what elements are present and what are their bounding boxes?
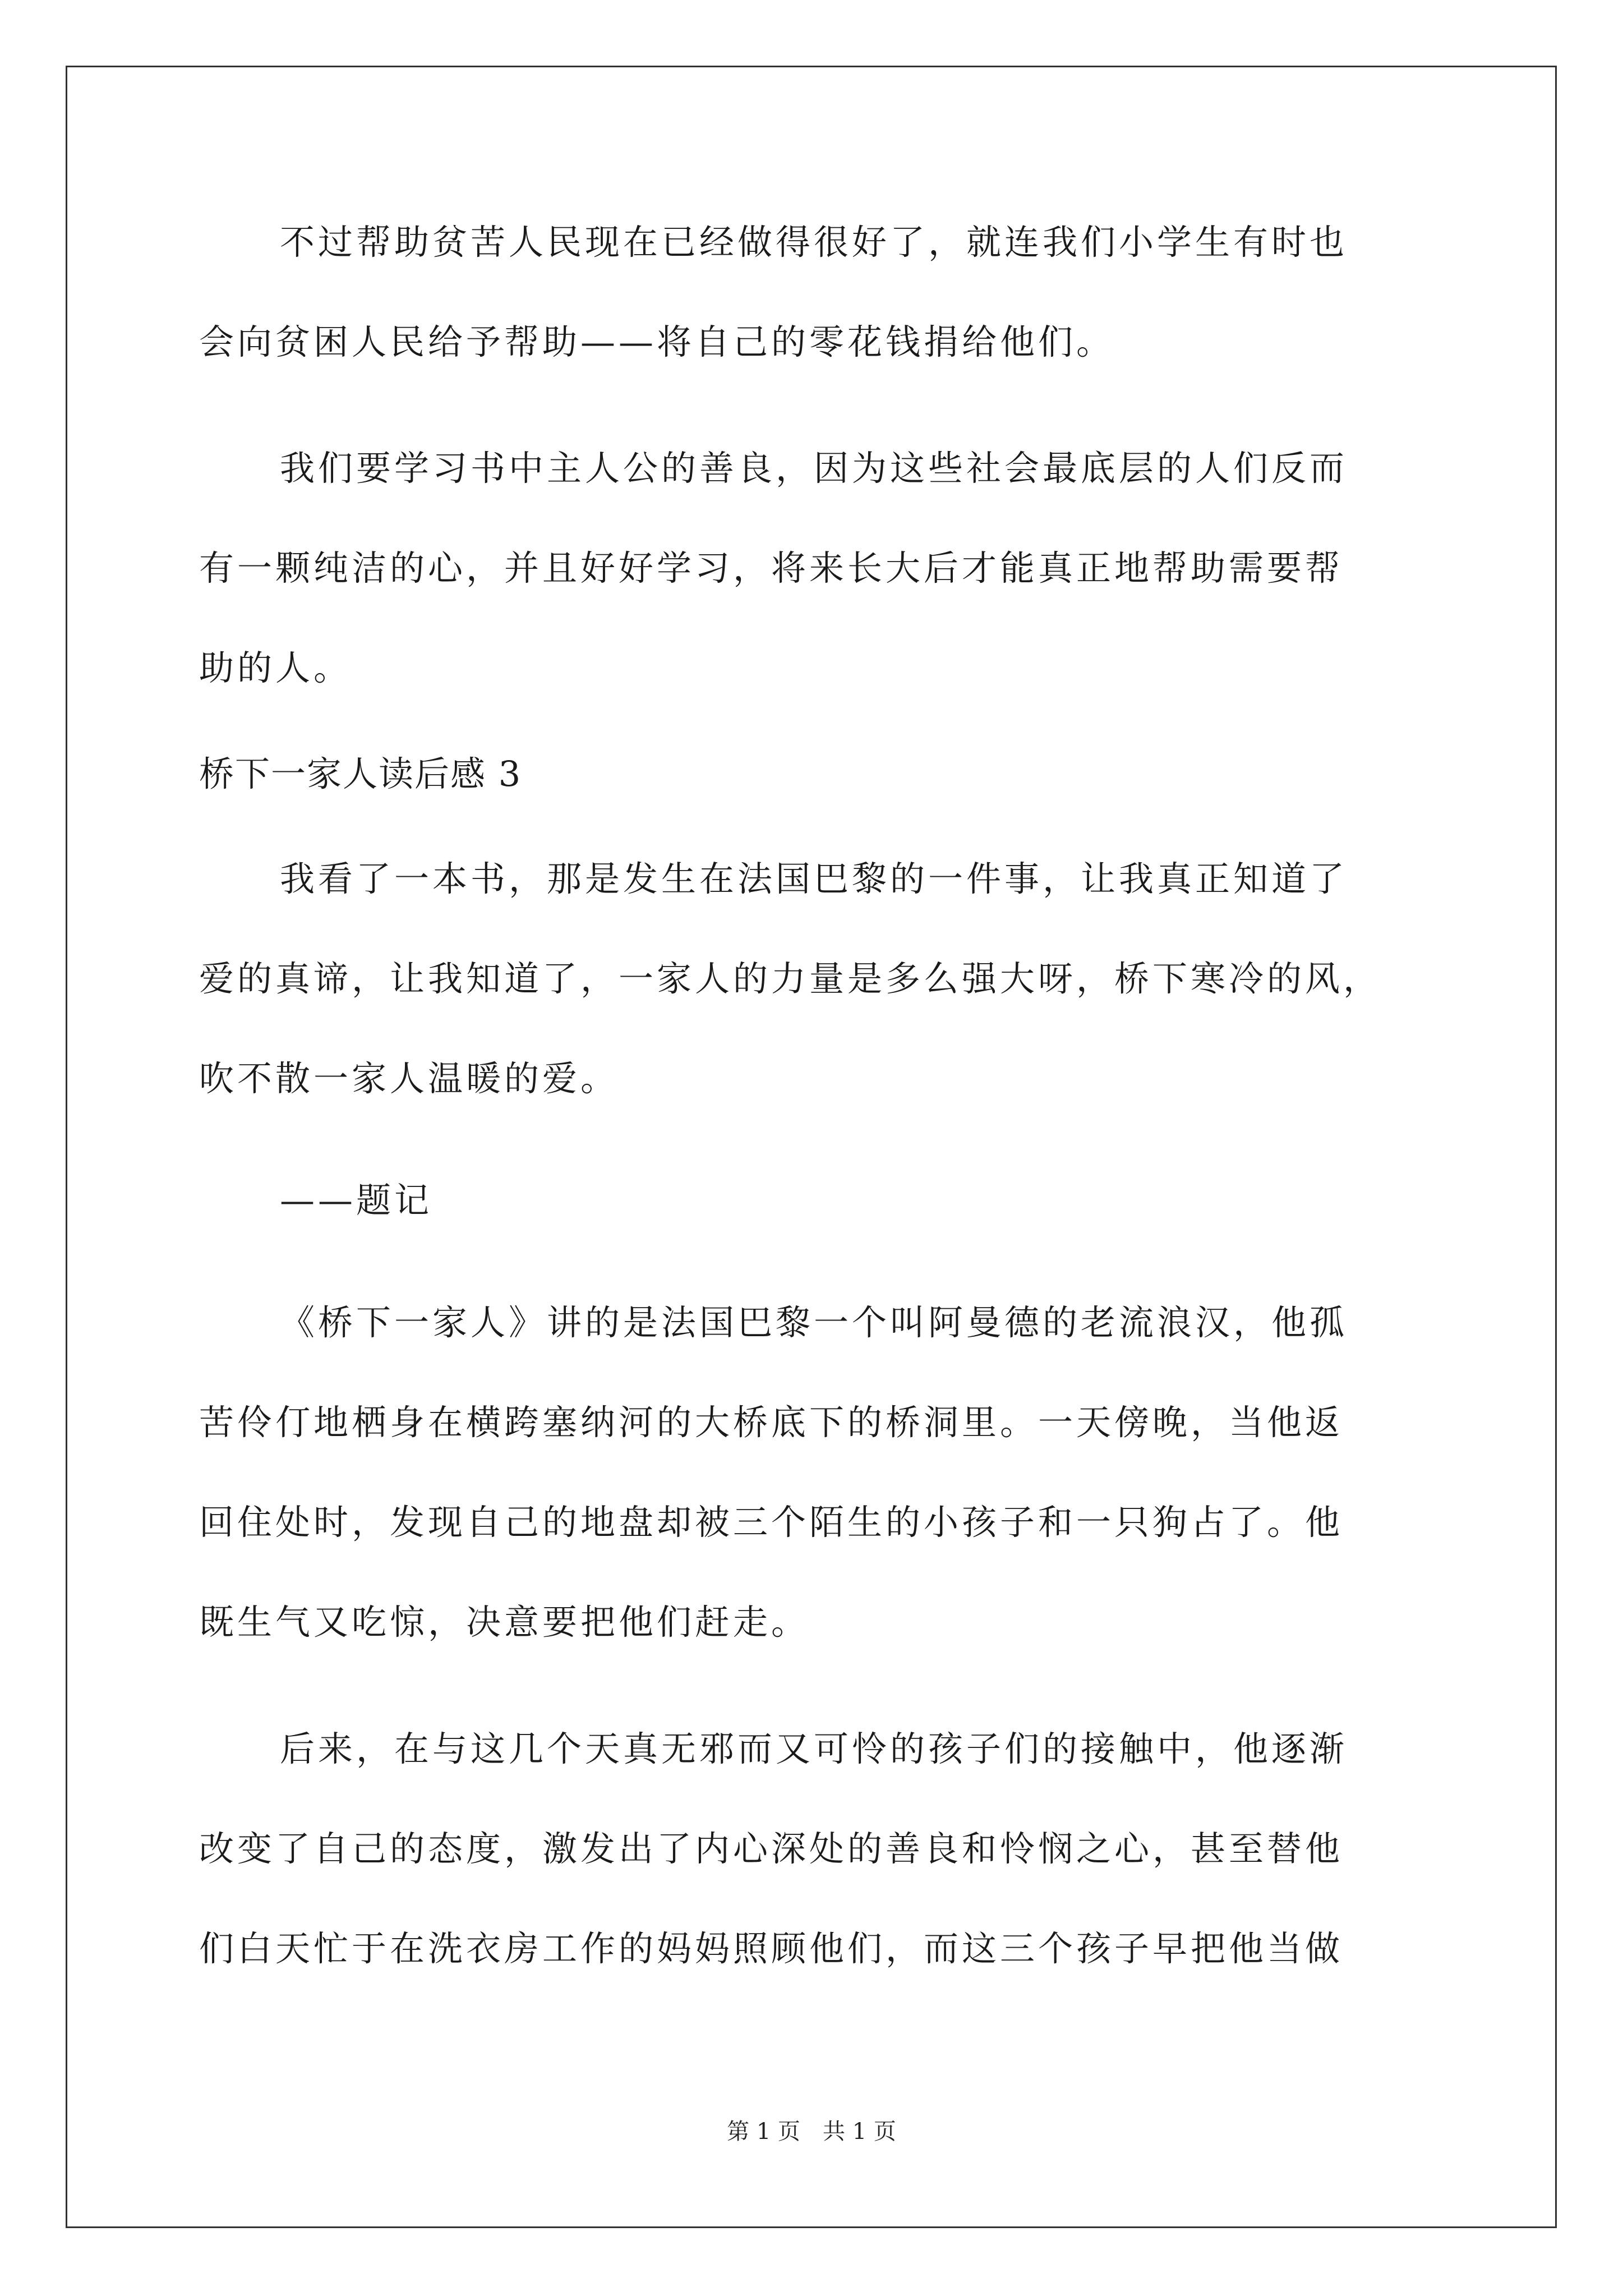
paragraph-line: 改变了自己的态度，激发出了内心深处的善良和怜悯之心，甚至替他 (199, 1828, 1344, 1869)
paragraph-line: 助的人。 (199, 647, 352, 688)
epigraph-attribution: ——题记 (280, 1180, 433, 1221)
paragraph-line: 不过帮助贫苦人民现在已经做得很好了，就连我们小学生有时也 (280, 222, 1348, 263)
paragraph-line: 《桥下一家人》讲的是法国巴黎一个叫阿曼德的老流浪汉，他孤 (280, 1302, 1348, 1343)
paragraph-line: 回住处时，发现自己的地盘却被三个陌生的小孩子和一只狗占了。他 (199, 1502, 1344, 1543)
paragraph-line: 会向贫困人民给予帮助——将自己的零花钱捐给他们。 (199, 321, 1115, 362)
page-total: 共 1 页 (823, 2119, 896, 2145)
paragraph-line: 我们要学习书中主人公的善良，因为这些社会最底层的人们反而 (280, 448, 1348, 489)
paragraph-line: 既生气又吃惊，决意要把他们赶走。 (199, 1602, 810, 1642)
page-number: 第 1 页 (727, 2119, 800, 2145)
paragraph-line: 我看了一本书，那是发生在法国巴黎的一件事，让我真正知道了 (280, 858, 1348, 899)
paragraph-line: 苦伶仃地栖身在横跨塞纳河的大桥底下的桥洞里。一天傍晚，当他返 (199, 1402, 1344, 1443)
paragraph-line: 们白天忙于在洗衣房工作的妈妈照顾他们，而这三个孩子早把他当做 (199, 1928, 1344, 1969)
paragraph-line: 吹不散一家人温暖的爱。 (199, 1058, 619, 1099)
paragraph-line: 有一颗纯洁的心，并且好好学习，将来长大后才能真正地帮助需要帮 (199, 547, 1344, 588)
paragraph-line: 爱的真谛，让我知道了，一家人的力量是多么强大呀，桥下寒冷的风， (199, 958, 1382, 999)
page-border (66, 66, 1557, 2228)
paragraph-line: 后来，在与这几个天真无邪而又可怜的孩子们的接触中，他逐渐 (280, 1728, 1348, 1769)
page-footer (0, 2118, 1623, 2146)
section-heading: 桥下一家人读后感 3 (199, 753, 522, 794)
